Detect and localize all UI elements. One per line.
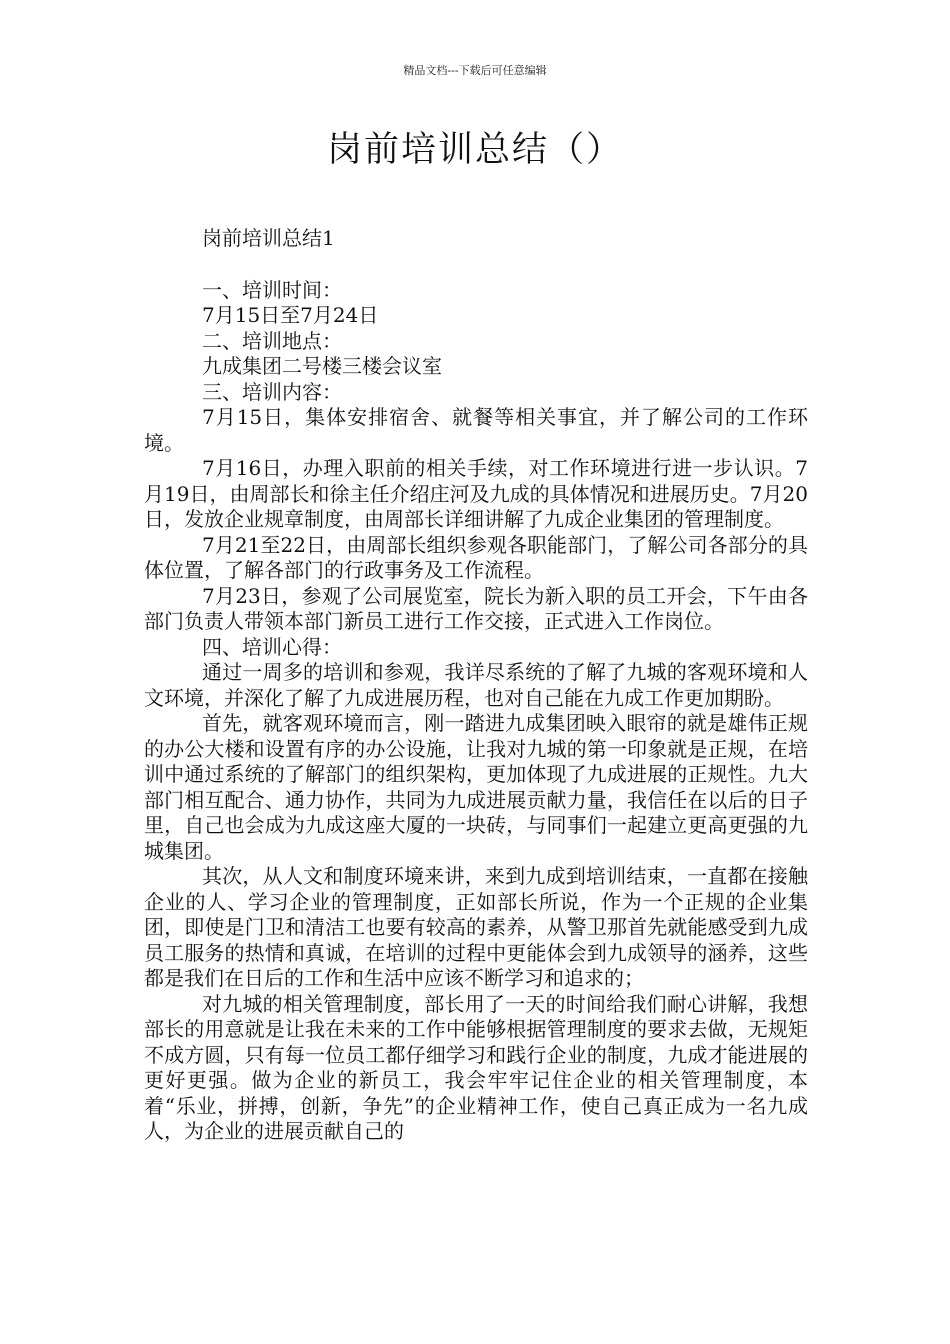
paragraph-insights-first: 首先，就客观环境而言，刚一踏进九成集团映入眼帘的就是雄伟正规的办公大楼和设置有序的办公设施，让我对九城的第一印象就是正规，在培训中通过系统的了解部门的组织架构，更加体现了九成进展的正规性。九大部门相互配合、通力协作，共同为九成进展贡献力量，我信任在以后的日子里，自己也会成为九成这座大厦的一块砖，与同事们一起建立更高更强的九城集团。 (144, 711, 808, 863)
paragraph-july-23: 7月23日，参观了公司展览室，院长为新入职的员工开会，下午由各部门负责人带领本部门新员工进行工作交接，正式进入工作岗位。 (144, 583, 808, 633)
paragraph-july-15: 7月15日，集体安排宿舍、就餐等相关事宜，并了解公司的工作环境。 (144, 405, 808, 455)
paragraph-july-16: 7月16日，办理入职前的相关手续，对工作环境进行进一步认识。7月19日，由周部长和徐主任介绍庄河及九成的具体情况和进展历史。7月20日，发放企业规章制度，由周部长详细讲解了九成企业集团的管理制度。 (144, 456, 808, 531)
paragraph-training-location-heading: 二、培训地点： (202, 328, 342, 353)
paragraph-training-time: 7月15日至7月24日 (202, 303, 379, 327)
paragraph-training-time-heading: 一、培训时间： (202, 277, 342, 302)
paragraph-insights-rules: 对九城的相关管理制度，部长用了一天的时间给我们耐心讲解，我想部长的用意就是让我在未来的工作中能够根据管理制度的要求去做，无规矩不成方圆，只有每一位员工都仔细学习和践行企业的制度，九成才能进展的更好更强。做为企业的新员工，我会牢牢记住企业的相关管理制度，本着“乐业，拼搏，创新，争先”的企业精神工作，使自己真正成为一名九成人，为企业的进展贡献自己的 (144, 991, 808, 1143)
page-header-watermark: 精品文档---下载后可任意编辑 (403, 64, 547, 77)
paragraph-july-21: 7月21至22日，由周部长组织参观各职能部门，了解公司各部分的具体位置，了解各部门的行政事务及工作流程。 (144, 532, 808, 582)
document-body (144, 226, 808, 1145)
paragraph-insights-intro: 通过一周多的培训和参观，我详尽系统的了解了九城的客观环境和人文环境，并深化了解了九成进展历程，也对自己能在九成工作更加期盼。 (144, 660, 808, 710)
paragraph-insights-second: 其次，从人文和制度环境来讲，来到九成到培训结束，一直都在接触企业的人、学习企业的管理制度，正如部长所说，作为一个正规的企业集团，即使是门卫和清洁工也要有较高的素养，从警卫那首先就能感受到九成员工服务的热情和真诚，在培训的过程中更能体会到九成领导的涵养，这些都是我们在日后的工作和生活中应该不断学习和追求的； (144, 864, 808, 990)
paragraph-training-content-heading: 三、培训内容： (202, 379, 342, 404)
paragraph-training-insights-heading: 四、培训心得： (202, 634, 342, 659)
section-heading: 岗前培训总结1 (202, 226, 335, 250)
document-title: 岗前培训总结（） (326, 130, 623, 170)
paragraph-training-location: 九成集团二号楼三楼会议室 (202, 354, 442, 378)
